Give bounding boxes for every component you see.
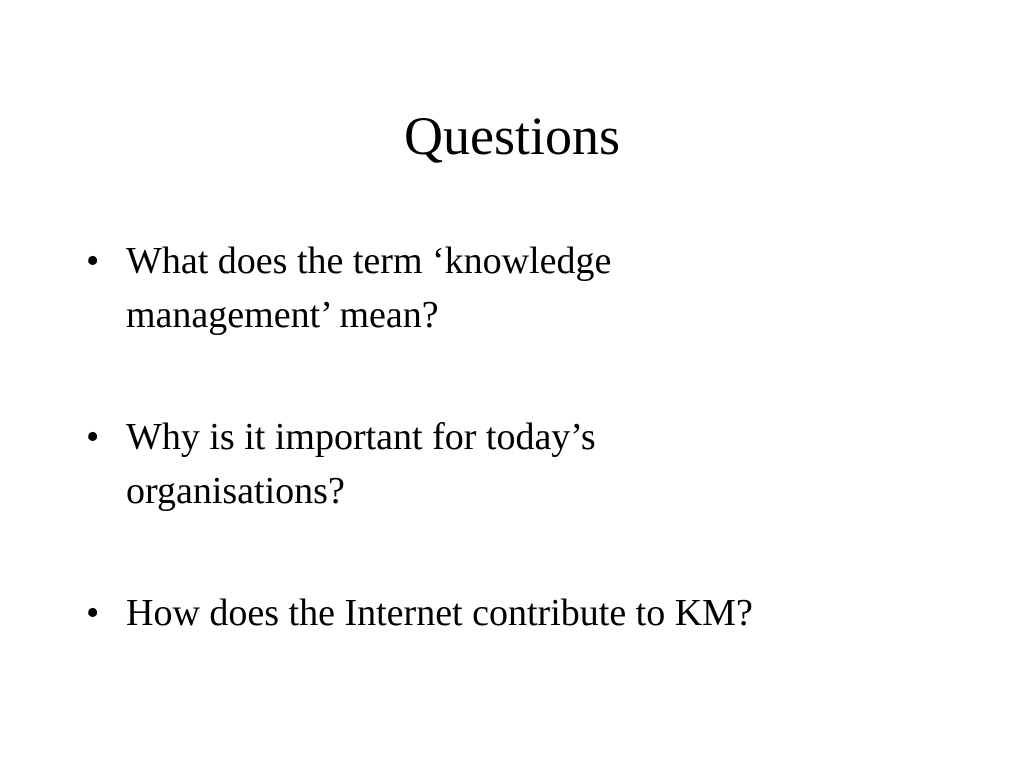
bullet-icon: • — [86, 592, 100, 634]
bullet-list — [82, 234, 942, 640]
list-item — [82, 234, 942, 342]
bullet-line: How does the Internet contribute to KM? — [126, 592, 753, 634]
bullet-line: What does the term ‘knowledge — [126, 240, 612, 282]
bullet-icon: • — [86, 240, 100, 282]
bullet-line: Why is it important for today’s — [126, 416, 596, 458]
list-item — [82, 586, 942, 640]
slide-title: Questions — [404, 106, 620, 166]
bullet-text — [126, 586, 942, 640]
bullet-text — [126, 410, 942, 518]
bullet-text — [126, 234, 942, 342]
list-item — [82, 410, 942, 518]
bullet-line: organisations? — [126, 470, 345, 512]
bullet-icon: • — [86, 416, 100, 458]
bullet-line: management’ mean? — [126, 294, 439, 336]
